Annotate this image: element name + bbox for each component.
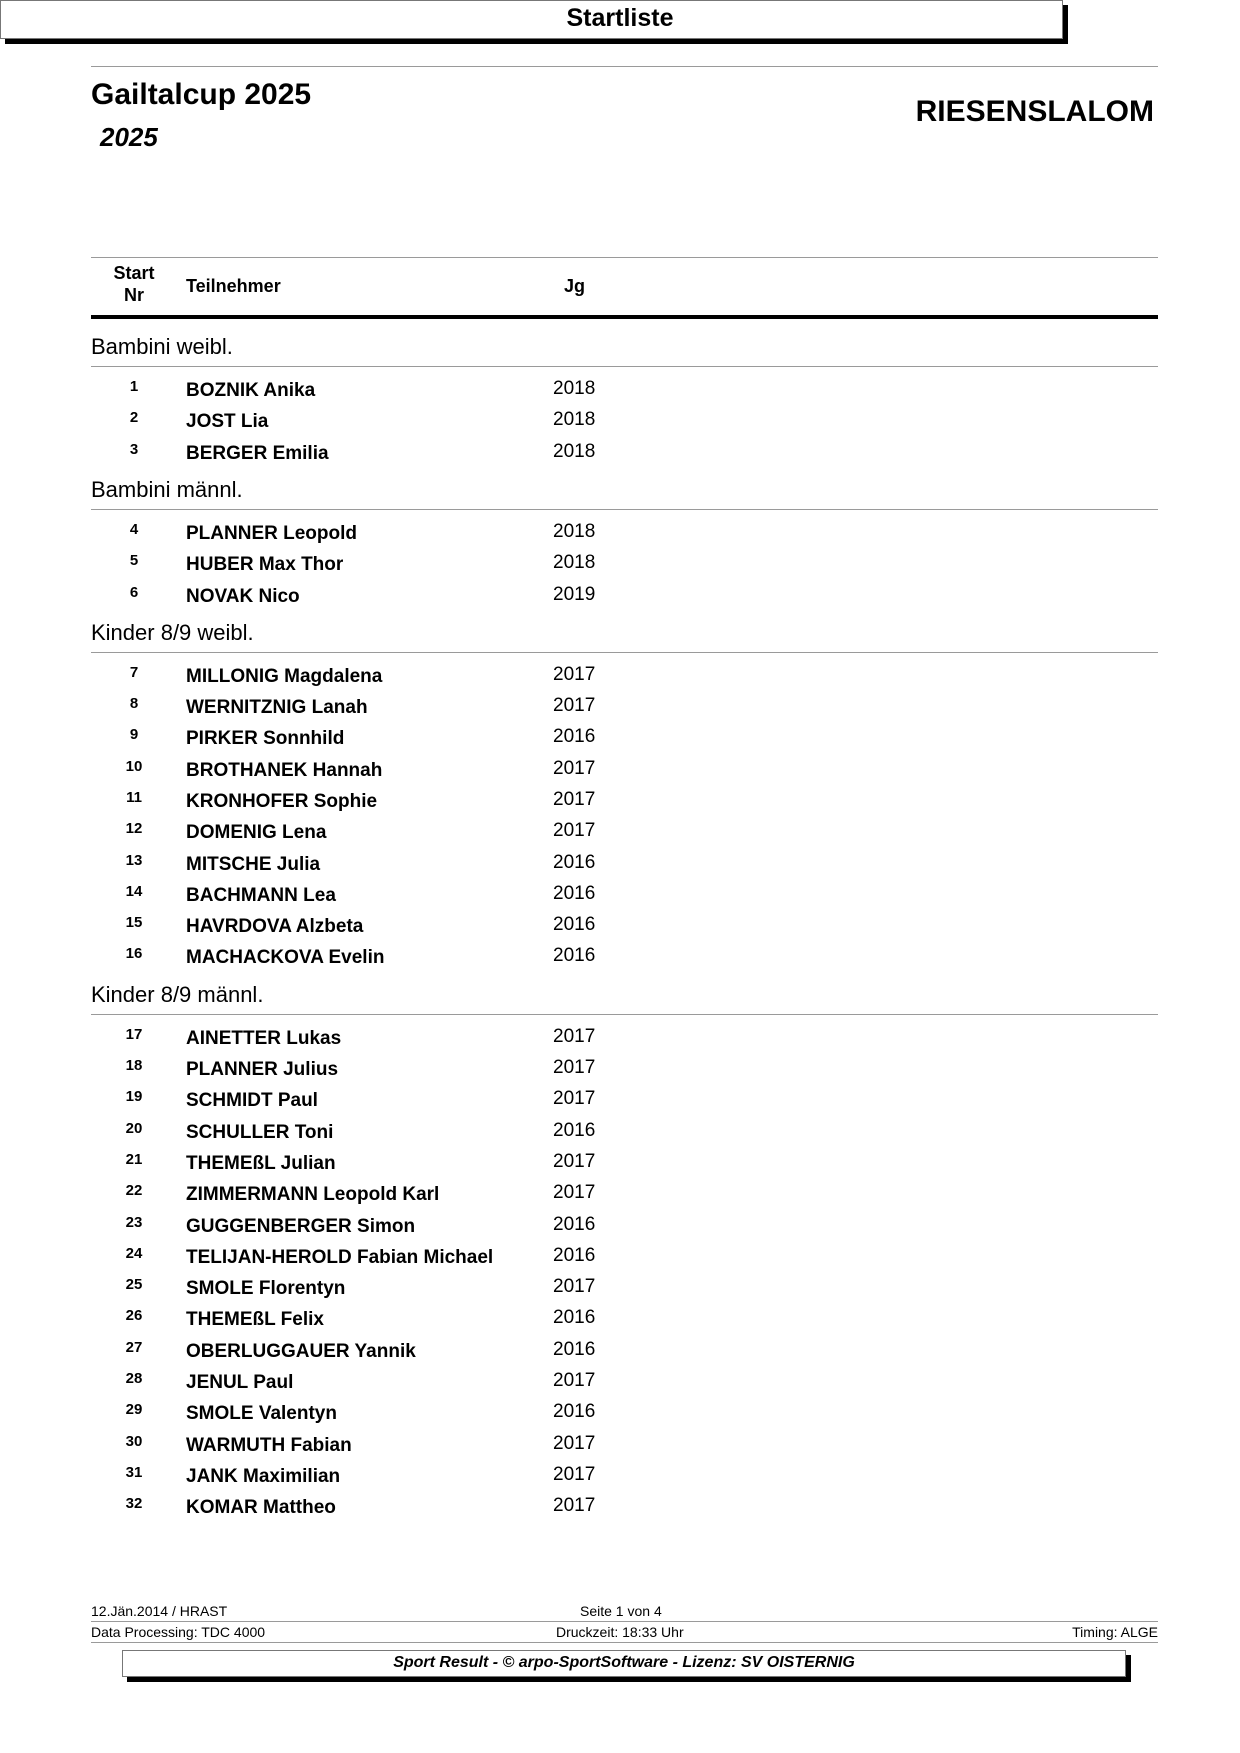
participant-name: ZIMMERMANN Leopold Karl	[186, 1184, 440, 1205]
start-number: 30	[125, 1433, 143, 1450]
start-number: 15	[125, 914, 143, 931]
footer-date-location: 12.Jän.2014 / HRAST	[91, 1603, 228, 1619]
participant-name: DOMENIG Lena	[186, 822, 327, 843]
table-row	[91, 854, 1158, 885]
category-rule	[91, 1014, 1158, 1015]
start-number: 20	[125, 1120, 143, 1137]
participant-name: BROTHANEK Hannah	[186, 760, 383, 781]
participant-name: JOST Lia	[186, 411, 269, 432]
table-row	[91, 1216, 1158, 1247]
birth-year: 2017	[553, 1276, 596, 1297]
table-row	[91, 1435, 1158, 1466]
start-number: 3	[129, 441, 139, 458]
table-row	[91, 554, 1158, 585]
start-number: 12	[125, 820, 143, 837]
start-number: 29	[125, 1401, 143, 1418]
start-number: 19	[125, 1088, 143, 1105]
category-rule	[91, 366, 1158, 367]
table-row	[91, 1122, 1158, 1153]
start-number: 9	[129, 726, 139, 743]
birth-year: 2017	[553, 758, 596, 779]
start-number: 18	[125, 1057, 143, 1074]
participant-name: PIRKER Sonnhild	[186, 728, 345, 749]
birth-year: 2016	[553, 1214, 596, 1235]
participant-name: NOVAK Nico	[186, 586, 300, 607]
participant-name: SMOLE Valentyn	[186, 1403, 337, 1424]
participant-name: KRONHOFER Sophie	[186, 791, 378, 812]
table-row	[91, 916, 1158, 947]
participant-name: BERGER Emilia	[186, 443, 329, 464]
birth-year: 2016	[553, 883, 596, 904]
table-row	[91, 1466, 1158, 1497]
start-number: 5	[129, 552, 139, 569]
column-header-top-rule	[91, 257, 1158, 258]
birth-year: 2017	[553, 1088, 596, 1109]
footer-timing: Timing: ALGE	[1072, 1624, 1158, 1640]
table-row	[91, 1184, 1158, 1215]
table-row	[91, 760, 1158, 791]
participant-name: GUGGENBERGER Simon	[186, 1216, 416, 1237]
participant-name: BOZNIK Anika	[186, 380, 316, 401]
list-title-box	[0, 0, 1063, 39]
birth-year: 2016	[553, 1401, 596, 1422]
table-row	[91, 1153, 1158, 1184]
participant-name: JANK Maximilian	[186, 1466, 341, 1487]
table-row	[91, 697, 1158, 728]
table-row	[91, 1341, 1158, 1372]
table-row	[91, 728, 1158, 759]
start-number: 7	[129, 664, 139, 681]
table-row	[91, 822, 1158, 853]
birth-year: 2017	[553, 664, 596, 685]
birth-year: 2017	[553, 1495, 596, 1516]
start-number: 11	[126, 789, 142, 806]
participant-name: SCHMIDT Paul	[186, 1090, 318, 1111]
column-header-participant: Teilnehmer	[186, 276, 281, 296]
start-number: 10	[125, 758, 143, 775]
birth-year: 2018	[553, 521, 596, 542]
discipline-title: RIESENSLALOM	[915, 95, 1154, 128]
table-row	[91, 1247, 1158, 1278]
birth-year: 2017	[553, 1057, 596, 1078]
participant-name: HUBER Max Thor	[186, 554, 344, 575]
participant-name: BACHMANN Lea	[186, 885, 336, 906]
birth-year: 2017	[553, 1026, 596, 1047]
table-row	[91, 1028, 1158, 1059]
participant-name: TELIJAN-HEROLD Fabian Michael	[186, 1247, 494, 1268]
participant-name: WERNITZNIG Lanah	[186, 697, 368, 718]
category-title: Kinder 8/9 weibl.	[91, 619, 254, 645]
start-number: 27	[125, 1339, 143, 1356]
start-number: 23	[125, 1214, 143, 1231]
footer-rule-1	[91, 1621, 1158, 1622]
birth-year: 2017	[553, 1151, 596, 1172]
table-row	[91, 1372, 1158, 1403]
birth-year: 2018	[553, 552, 596, 573]
start-number: 31	[125, 1464, 143, 1481]
category-title: Bambini weibl.	[91, 334, 233, 359]
start-number: 32	[125, 1495, 143, 1512]
participant-name: SMOLE Florentyn	[186, 1278, 346, 1299]
start-number: 14	[125, 883, 143, 900]
category-rule	[91, 509, 1158, 510]
footer-credit: Sport Result - © arpo-SportSoftware - Lizenz: SV OISTERNIG	[393, 1654, 855, 1671]
start-number: 28	[125, 1370, 143, 1387]
birth-year: 2017	[553, 1370, 596, 1391]
birth-year: 2017	[553, 789, 596, 810]
birth-year: 2018	[553, 378, 596, 399]
birth-year: 2016	[553, 914, 596, 935]
table-row	[91, 443, 1158, 474]
participant-name: AINETTER Lukas	[186, 1028, 342, 1049]
participant-name: PLANNER Julius	[186, 1059, 339, 1080]
birth-year: 2016	[553, 1339, 596, 1360]
birth-year: 2017	[553, 820, 596, 841]
start-number: 8	[129, 695, 139, 712]
table-row	[91, 885, 1158, 916]
birth-year: 2017	[553, 1464, 596, 1485]
birth-year: 2019	[553, 584, 596, 605]
start-number: 6	[129, 584, 139, 601]
footer-page: Seite 1 von 4	[580, 1603, 662, 1619]
birth-year: 2016	[553, 726, 596, 747]
birth-year: 2017	[553, 695, 596, 716]
birth-year: 2018	[553, 441, 596, 462]
list-title: Startliste	[566, 4, 674, 32]
table-row	[91, 1090, 1158, 1121]
top-rule	[91, 66, 1158, 67]
column-header-start-nr	[104, 262, 164, 306]
start-number: 22	[125, 1182, 143, 1199]
table-row	[91, 380, 1158, 411]
table-row	[91, 1497, 1158, 1528]
table-row	[91, 586, 1158, 617]
start-number: 26	[125, 1307, 143, 1324]
start-number: 2	[129, 409, 139, 426]
column-header-year: Jg	[564, 276, 586, 296]
start-number: 24	[125, 1245, 143, 1262]
participant-name: MITSCHE Julia	[186, 854, 321, 875]
footer-print-time: Druckzeit: 18:33 Uhr	[556, 1624, 684, 1640]
table-row	[91, 791, 1158, 822]
column-header-rule	[91, 315, 1158, 319]
category-title: Kinder 8/9 männl.	[91, 981, 264, 1007]
column-header-start: Start	[113, 263, 155, 283]
event-subtitle: 2025	[100, 122, 158, 152]
event-title: Gailtalcup 2025	[91, 78, 312, 111]
birth-year: 2017	[553, 1182, 596, 1203]
birth-year: 2016	[553, 852, 596, 873]
category-rule	[91, 652, 1158, 653]
table-row	[91, 523, 1158, 554]
start-number: 17	[125, 1026, 143, 1043]
footer-credit-box	[122, 1650, 1126, 1677]
table-row	[91, 411, 1158, 442]
participant-name: OBERLUGGAUER Yannik	[186, 1341, 416, 1362]
start-number: 16	[125, 945, 143, 962]
start-number: 13	[125, 852, 143, 869]
start-number: 25	[125, 1276, 143, 1293]
birth-year: 2016	[553, 1245, 596, 1266]
start-number: 1	[129, 378, 139, 395]
table-row	[91, 1309, 1158, 1340]
participant-name: HAVRDOVA Alzbeta	[186, 916, 364, 937]
table-row	[91, 1403, 1158, 1434]
participant-name: JENUL Paul	[186, 1372, 294, 1393]
participant-name: MACHACKOVA Evelin	[186, 947, 385, 968]
participant-name: SCHULLER Toni	[186, 1122, 334, 1143]
birth-year: 2016	[553, 1307, 596, 1328]
table-row	[91, 666, 1158, 697]
footer-data-processing: Data Processing: TDC 4000	[91, 1624, 266, 1640]
participant-name: MILLONIG Magdalena	[186, 666, 383, 687]
birth-year: 2016	[553, 1120, 596, 1141]
participant-name: PLANNER Leopold	[186, 523, 357, 544]
birth-year: 2016	[553, 945, 596, 966]
category-title: Bambini männl.	[91, 476, 243, 502]
table-row	[91, 1278, 1158, 1309]
participant-name: KOMAR Mattheo	[186, 1497, 336, 1518]
column-header-nr: Nr	[123, 285, 144, 305]
start-number: 21	[125, 1151, 143, 1168]
table-row	[91, 947, 1158, 978]
start-number: 4	[129, 521, 139, 538]
participant-name: THEMEßL Felix	[186, 1309, 324, 1330]
participant-name: WARMUTH Fabian	[186, 1435, 352, 1456]
participant-name: THEMEßL Julian	[186, 1153, 336, 1174]
birth-year: 2017	[553, 1433, 596, 1454]
table-row	[91, 1059, 1158, 1090]
footer-rule-2	[91, 1642, 1158, 1643]
birth-year: 2018	[553, 409, 596, 430]
